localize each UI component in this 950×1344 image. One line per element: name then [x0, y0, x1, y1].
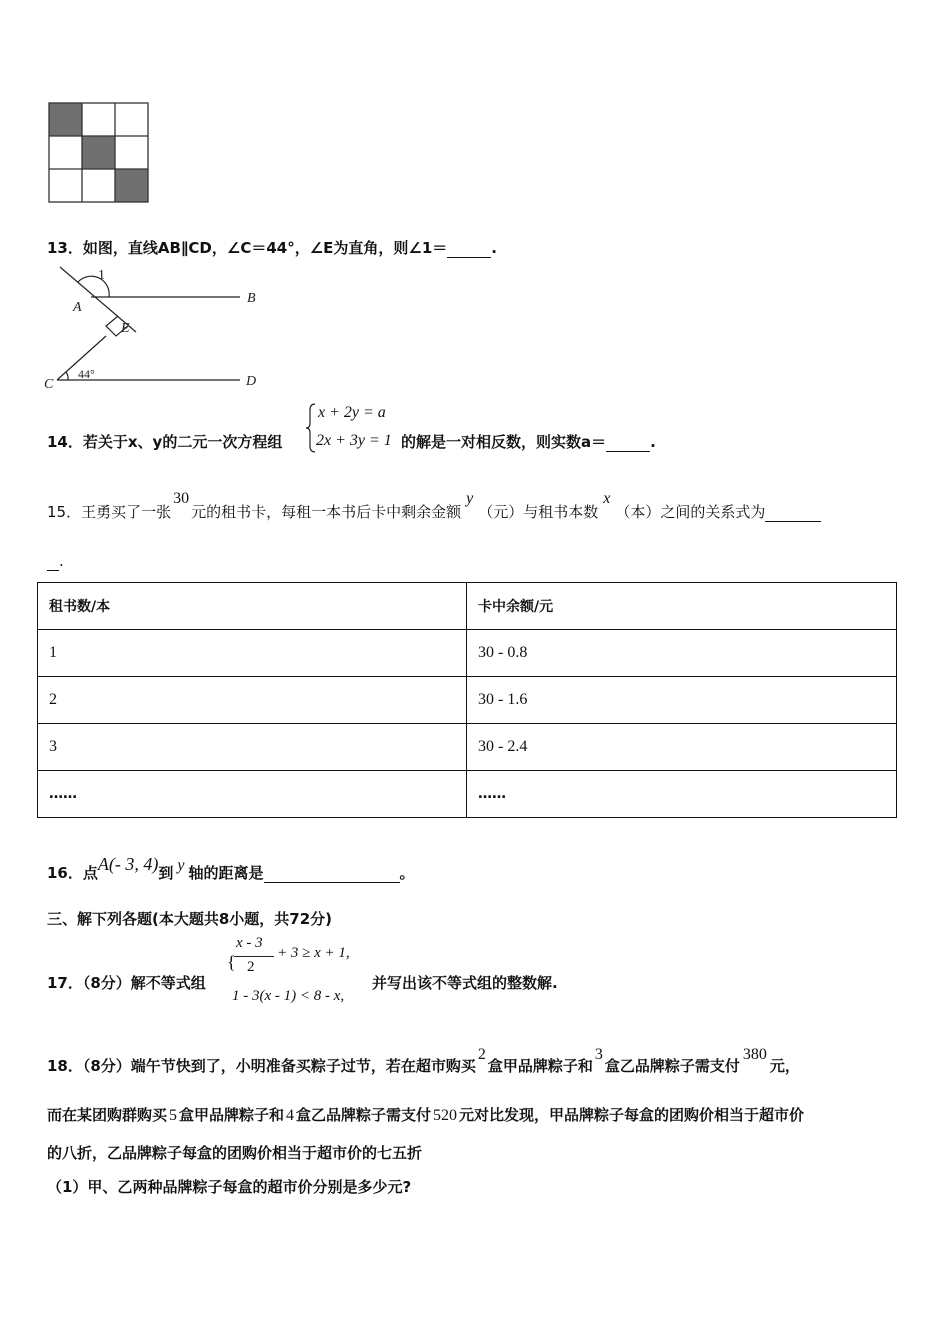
table-cell: 2: [38, 677, 467, 724]
q15-part3: （元）与租书本数: [478, 503, 599, 521]
q18-line3: 的八折，乙品牌粽子每盒的团购价相当于超市价的七五折: [47, 1144, 423, 1162]
label-1: 1: [98, 268, 105, 283]
q18-n4: 4: [286, 1107, 295, 1124]
q16-to: 到: [158, 864, 174, 882]
q15-x: x: [603, 490, 611, 507]
table-cell: 3: [38, 724, 467, 771]
label-e: E: [121, 321, 130, 336]
question-13: [47, 237, 497, 258]
q13-period: .: [491, 239, 497, 257]
q18-n380: 380: [742, 1046, 767, 1063]
q15-part2: 元的租书卡，每租一本书后卡中剩余金额: [191, 503, 462, 521]
q18-a3: 盒乙品牌粽子需支付: [604, 1057, 740, 1075]
q18-b2: 盒甲品牌粽子和: [179, 1106, 285, 1124]
grid-figure: [48, 102, 152, 204]
q17-brace: {: [227, 952, 236, 972]
q16-answer-blank: [264, 864, 400, 883]
rental-table: [37, 582, 897, 818]
q18-a1: 18．（8分）端午节快到了，小明准备买粽子过节，若在超市购买: [47, 1057, 476, 1075]
question-16: [47, 854, 415, 883]
table-cell: 30 - 0.8: [467, 630, 897, 677]
q15-part4: （本）之间的关系式为: [615, 503, 766, 521]
q18-b1: 而在某团购群购买: [47, 1106, 168, 1124]
q16-post: 轴的距离是: [188, 864, 264, 882]
q16-y: y: [177, 857, 185, 874]
q15-y: y: [466, 490, 474, 507]
q17-pre: 17．（8分）解不等式组: [47, 974, 206, 992]
q18-n520: 520: [433, 1107, 458, 1124]
q16-end: 。: [399, 864, 415, 882]
q17-numerator: x - 3: [236, 935, 263, 951]
q18-a4: 元，: [769, 1057, 800, 1075]
q16-pre: 16．点: [47, 864, 98, 882]
q17-ineq2: 1 - 3(x - 1) < 8 - x,: [232, 988, 345, 1004]
table-header-books: 租书数/本: [38, 583, 467, 630]
q18-line1: [47, 1046, 800, 1076]
q14-period: .: [650, 433, 656, 451]
q14-pre: 14．若关于x、y的二元一次方程组: [47, 433, 283, 451]
q15-period: .: [59, 552, 64, 570]
q18-line2: [47, 1104, 804, 1125]
label-a: A: [73, 300, 82, 315]
grid-cell-shaded: [82, 136, 115, 169]
table-row: [38, 677, 897, 724]
question-15: [47, 490, 821, 522]
section-3-title: 三、解下列各题(本大题共8小题，共72分): [47, 910, 333, 928]
q15-answer-blank: [765, 503, 821, 522]
q17-fraction-bar: [234, 956, 274, 957]
table-header-row: [38, 583, 897, 630]
q17-denominator: 2: [247, 959, 255, 975]
grid-cell-shaded: [115, 169, 148, 202]
angle-c-arc: [66, 372, 68, 380]
label-d: D: [246, 374, 257, 389]
q17-post: 并写出该不等式组的整数解.: [372, 974, 558, 992]
q13-answer-blank: [447, 239, 491, 258]
q13-text: 13．如图，直线AB∥CD，∠C＝44°，∠E为直角，则∠1＝: [47, 239, 448, 257]
q15-part1: 15．王勇买了一张: [47, 503, 172, 521]
label-b: B: [247, 291, 256, 306]
q14-post-wrap: [401, 431, 656, 452]
table-cell: 30 - 1.6: [467, 677, 897, 724]
q18-a2: 盒甲品牌粽子和: [487, 1057, 593, 1075]
q14-answer-blank: [606, 433, 650, 452]
q18-n2: 2: [477, 1046, 486, 1063]
table-row: [38, 771, 897, 818]
label-c: C: [44, 377, 54, 392]
q16-point: A(- 3, 4): [97, 854, 159, 874]
q14-eq1: x + 2y = a: [318, 404, 386, 421]
table-cell: 30 - 2.4: [467, 724, 897, 771]
table-cell: ……: [38, 771, 467, 818]
q15-30: 30: [173, 490, 190, 507]
q18-n3: 3: [594, 1046, 603, 1063]
q15-blank-line2: [47, 552, 64, 571]
q18-b3: 盒乙品牌粽子需支付: [296, 1106, 432, 1124]
table-cell: 1: [38, 630, 467, 677]
q18-n5: 5: [169, 1107, 178, 1124]
q17-ineq1-rest: + 3 ≥ x + 1,: [277, 945, 350, 961]
table-row: [38, 630, 897, 677]
grid-cell-shaded: [49, 103, 82, 136]
table-header-balance: 卡中余额/元: [467, 583, 897, 630]
q13-figure: [40, 264, 270, 390]
q18-b4: 元对比发现，甲品牌粽子每盒的团购价相当于超市价: [459, 1106, 805, 1124]
q18-sub1: （1）甲、乙两种品牌粽子每盒的超市价分别是多少元?: [47, 1178, 412, 1196]
angle-44-label: 44°: [78, 367, 95, 381]
table-cell: ……: [467, 771, 897, 818]
q14-eq2: 2x + 3y = 1: [316, 432, 392, 449]
q14-post: 的解是一对相反数，则实数a＝: [401, 433, 607, 451]
table-row: [38, 724, 897, 771]
